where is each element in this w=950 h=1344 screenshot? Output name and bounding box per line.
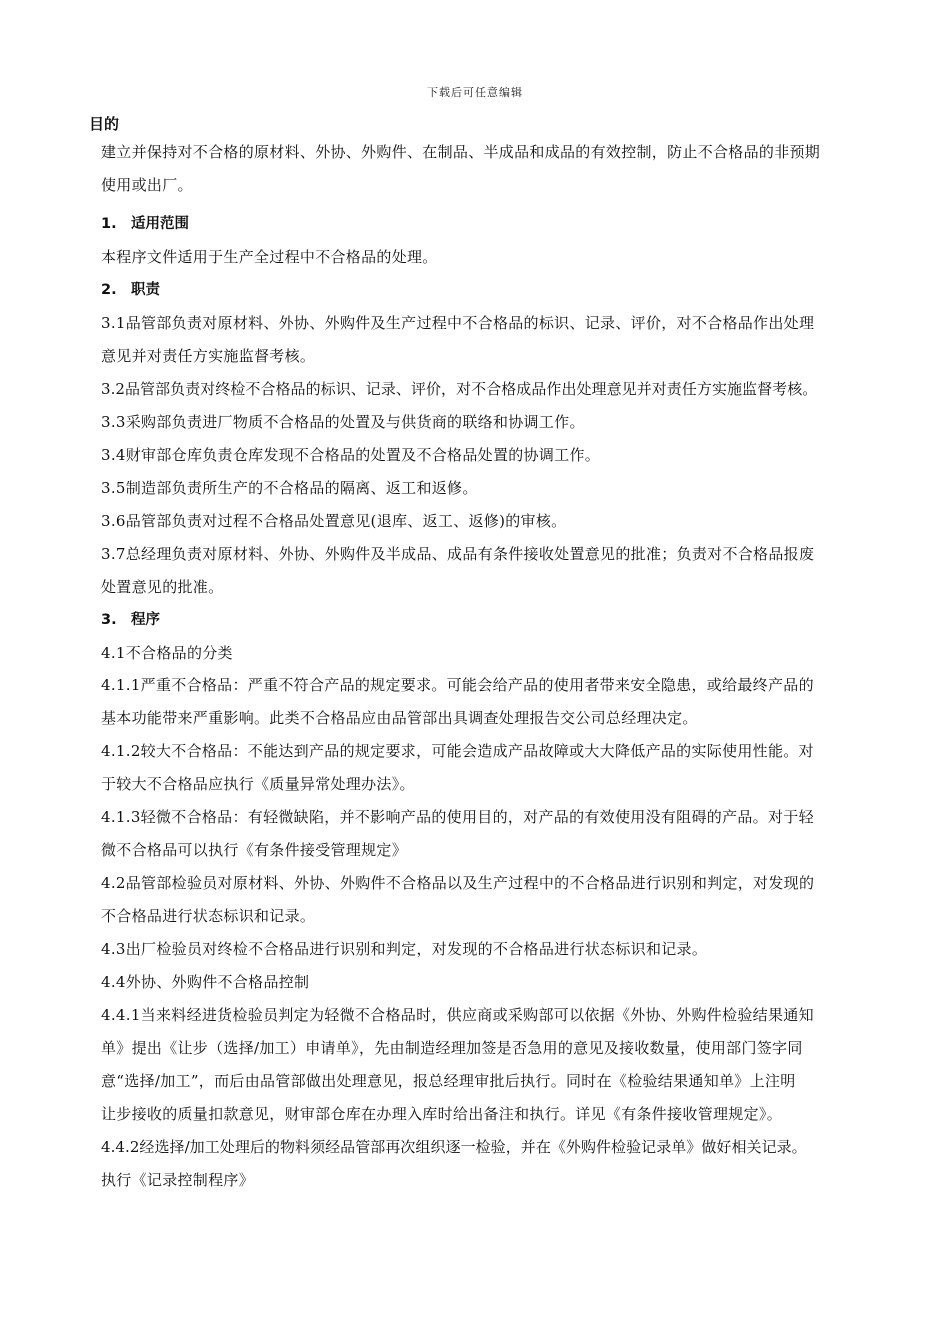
paragraph-line: 4.3出厂检验员对终检不合格品进行识别和判定，对发现的不合格品进行状态标识和记录。: [101, 940, 708, 958]
paragraph-line: 4.2品管部检验员对原材料、外协、外购件不合格品以及生产过程中的不合格品进行识别和判定，对发现的: [101, 874, 815, 892]
section-title: 职责: [131, 282, 160, 298]
paragraph-line: 3.5制造部负责所生产的不合格品的隔离、返工和返修。: [101, 479, 478, 497]
paragraph-line: 3.1品管部负责对原材料、外协、外购件及生产过程中不合格品的标识、记录、评价，对不合格品作出处理: [101, 314, 815, 332]
purpose-text-line: 建立并保持对不合格的原材料、外协、外购件、在制品、半成品和成品的有效控制，防止不合格品的非预期: [101, 143, 821, 161]
document-body: [89, 112, 891, 1197]
section-title: 程序: [131, 612, 160, 628]
paragraph-line: 3.4财审部仓库负责仓库发现不合格品的处置及不合格品处置的协调工作。: [101, 446, 601, 464]
paragraph-line: 3.6品管部负责对过程不合格品处置意见(退库、返工、返修)的审核。: [101, 512, 567, 530]
paragraph-line: 3.7总经理负责对原材料、外协、外购件及半成品、成品有条件接收处置意见的批准；负责对不合格品报废: [101, 545, 815, 563]
section-number: 3.: [101, 612, 117, 628]
paragraph-line: 让步接收的质量扣款意见，财审部仓库在办理入库时给出备注和执行。详见《有条件接收管理规定》。: [101, 1105, 783, 1123]
paragraph-line: 4.4外协、外购件不合格品控制: [101, 973, 310, 991]
section-heading-procedure: [101, 604, 891, 637]
paragraph-line: 意见并对责任方实施监督考核。: [101, 347, 316, 365]
purpose-title: 目的: [89, 115, 120, 133]
section-heading-scope: [101, 202, 891, 241]
paragraph-line: 基本功能带来严重影响。此类不合格品应由品管部出具调查处理报告交公司总经理决定。: [101, 709, 698, 727]
paragraph-line: 意“选择/加工”，而后由品管部做出处理意见，报总经理审批后执行。同时在《检验结果通知单》上注明: [101, 1072, 796, 1090]
section-title: 适用范围: [131, 216, 189, 232]
purpose-text-line: 使用或出厂。: [101, 176, 193, 194]
paragraph-line: 单》提出《让步（选择/加工）申请单》，先由制造经理加签是否急用的意见及接收数量，使用部门签字同: [101, 1039, 803, 1057]
header-note: 下载后可任意编辑: [427, 86, 523, 99]
scope-text: 本程序文件适用于生产全过程中不合格品的处理。: [101, 248, 438, 266]
paragraph-line: 4.4.2经选择/加工处理后的物料须经品管部再次组织逐一检验，并在《外购件检验记录单》做好相关记录。: [101, 1138, 807, 1156]
paragraph-line: 4.1.1严重不合格品：严重不符合产品的规定要求。可能会给产品的使用者带来安全隐患，或给最终产品的: [101, 676, 814, 694]
paragraph-line: 处置意见的批准。: [101, 578, 224, 596]
paragraph-line: 3.2品管部负责对终检不合格品的标识、记录、评价，对不合格成品作出处理意见并对责任方实施监督考核。: [101, 380, 818, 398]
paragraph-line: 于较大不合格品应执行《质量异常处理办法》。: [101, 775, 415, 793]
paragraph-line: 微不合格品可以执行《有条件接受管理规定》: [101, 841, 408, 859]
section-heading-responsibilities: [101, 274, 891, 307]
section-number: 2.: [101, 282, 117, 298]
paragraph-line: 4.1.2较大不合格品：不能达到产品的规定要求，可能会造成产品故障或大大降低产品的实际使用性能。对: [101, 742, 814, 760]
paragraph-line: 4.4.1当来料经进货检验员判定为轻微不合格品时，供应商或采购部可以依据《外协、外购件检验结果通知: [101, 1006, 814, 1024]
paragraph-line: 3.3采购部负责进厂物质不合格品的处置及与供货商的联络和协调工作。: [101, 413, 585, 431]
section-number: 1.: [101, 216, 117, 232]
paragraph-line: 4.1不合格品的分类: [101, 644, 233, 662]
paragraph-line: 4.1.3轻微不合格品：有轻微缺陷，并不影响产品的使用目的，对产品的有效使用没有阻碍的产品。对于轻: [101, 808, 814, 826]
paragraph-line: 执行《记录控制程序》: [101, 1171, 255, 1189]
paragraph-line: 不合格品进行状态标识和记录。: [101, 907, 316, 925]
